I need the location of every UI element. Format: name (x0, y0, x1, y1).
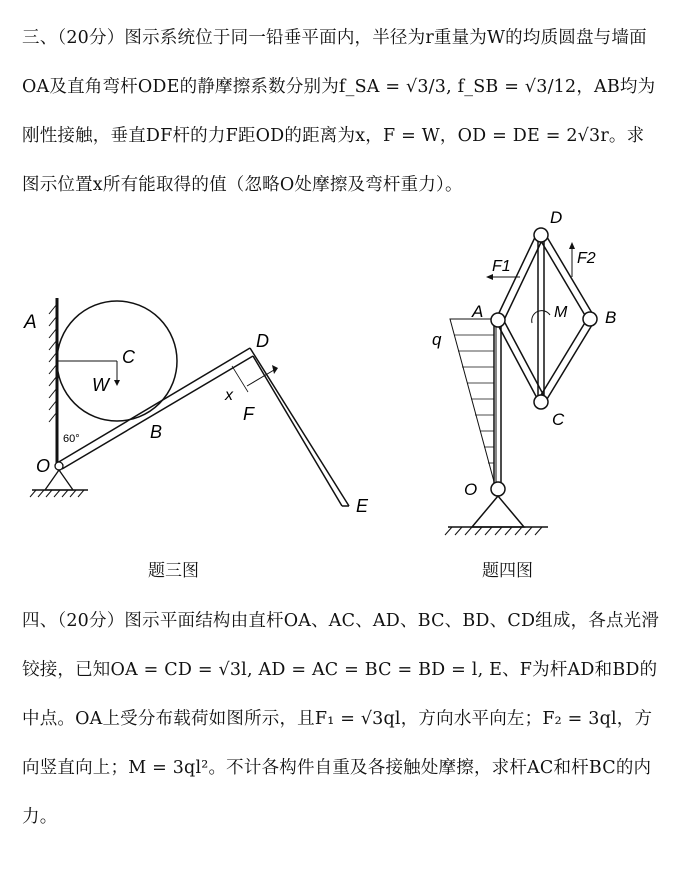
ground-hatch (445, 527, 542, 535)
dimension-x (232, 366, 248, 392)
pivot-O (55, 462, 63, 470)
figure-3-caption: 题三图 (148, 561, 199, 581)
label-q: q (432, 330, 442, 349)
rod-OD-top (57, 348, 250, 463)
label-A: A (24, 312, 37, 333)
label-D: D (550, 208, 563, 227)
angle-label: 60° (63, 433, 80, 445)
force-F-arrowhead (272, 365, 278, 374)
label-M: M (554, 304, 568, 321)
joint-O (491, 482, 505, 496)
figure-3-diagram (0, 280, 400, 530)
label-x: x (225, 387, 233, 404)
problem-3-text: 三、（20分）图示系统位于同一铅垂平面内，半径为r重量为W的均质圆盘与墙面OA及直角弯杆ODE的静摩擦系数分别为f_SA = √3/3, f_SB = √3/12，AB均为刚性接触，垂直DF杆的力F距OD的距离为x，F = W，OD = DE = 2√3r。求图示位置x所有能取得的值（忽略O处摩擦及弯杆重力）。 (22, 28, 656, 195)
label-W: W (92, 375, 109, 395)
figure-4-caption: 题四图 (482, 561, 533, 581)
rod-DE-inner (253, 356, 342, 506)
label-F: F (243, 404, 254, 424)
joint-B (583, 312, 597, 326)
label-C: C (122, 347, 135, 367)
label-E: E (356, 496, 369, 516)
figure-4-diagram (420, 205, 660, 555)
moment-arc (532, 311, 550, 323)
weight-arrowhead (114, 380, 120, 386)
distributed-load (450, 319, 496, 489)
label-B: B (605, 308, 617, 327)
rod-OD-bottom (62, 356, 253, 469)
support-triangle (472, 496, 524, 527)
label-O: O (464, 480, 478, 499)
label-C: C (552, 410, 565, 429)
rod-DE-outer (250, 348, 349, 506)
label-A: A (472, 302, 484, 321)
label-F1: F1 (492, 258, 511, 275)
force-F2-arrowhead (569, 242, 575, 249)
joint-D (534, 228, 548, 242)
ground-hatch (30, 490, 84, 497)
problem-4-text: 四、（20分）图示平面结构由直杆OA、AC、AD、BC、BD、CD组成，各点光滑铰接，已知OA = CD = √3l, AD = AC = BC = BD = l, E、F为杆AD和BD的中点。OA上受分布载荷如图所示，且F₁ = √3ql，方向水平向左；F₂ = 3ql，方向竖直向上；M = 3ql²。不计各构件自重及各接触处摩擦，求杆AC和杆BC的内力。 (22, 611, 660, 827)
joint-C (534, 395, 548, 409)
label-F2: F2 (577, 250, 596, 267)
joint-A (491, 313, 505, 327)
label-B: B (150, 422, 163, 442)
label-O: O (36, 456, 51, 476)
label-D: D (256, 331, 269, 351)
